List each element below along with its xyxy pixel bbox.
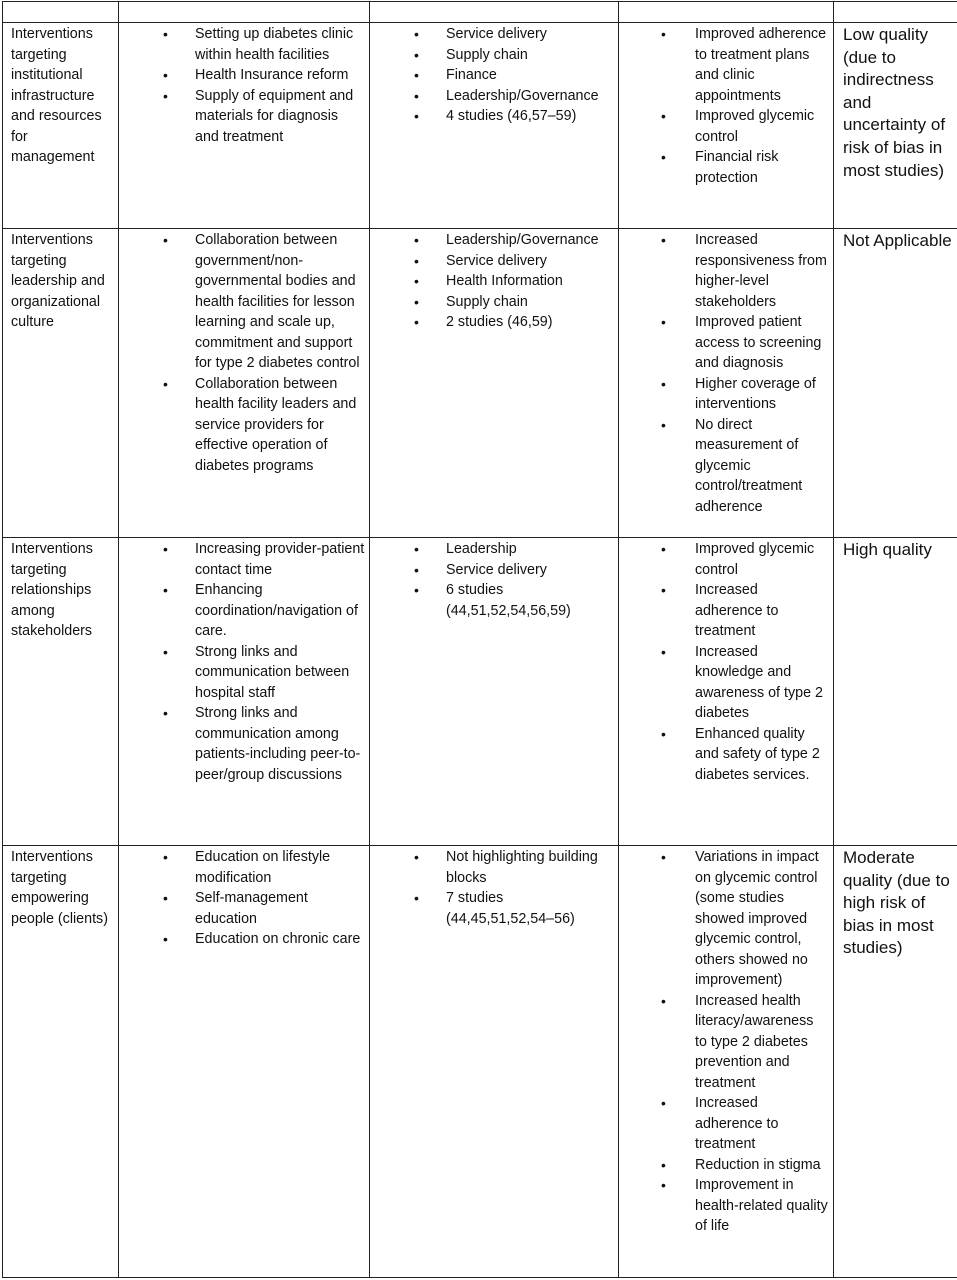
list-item (119, 230, 365, 374)
list-item-text: Increased adherence to treatment (695, 1095, 779, 1152)
building-blocks-cell (370, 538, 619, 846)
list-item (619, 230, 829, 312)
outcomes-list (619, 229, 833, 517)
quality-cell (834, 538, 957, 846)
header-cell (119, 2, 370, 23)
bullet-icon: • (414, 46, 419, 63)
header-row (3, 2, 957, 23)
header-cell (619, 2, 834, 23)
list-item (370, 580, 614, 621)
list-item (619, 24, 829, 106)
header-cell (370, 2, 619, 23)
list-item-text: Supply chain (446, 46, 528, 63)
list-item-text: Education on lifestyle modification (195, 849, 331, 886)
bullet-icon: • (661, 992, 666, 1009)
bullet-icon: • (163, 931, 168, 947)
list-item-text: Leadership/Governance (446, 232, 599, 248)
list-item-text: Higher coverage of interventions (695, 375, 816, 412)
building-blocks-list (370, 23, 618, 127)
list-item (619, 539, 829, 580)
list-item (119, 642, 365, 704)
list-item-text: Increased knowledge and awareness of type 2 diabetes (695, 643, 823, 721)
list-item (619, 106, 829, 147)
table-row (3, 846, 957, 1278)
bullet-icon: • (414, 314, 419, 330)
strategies-list (119, 538, 369, 785)
list-item (370, 312, 614, 333)
bullet-icon: • (661, 26, 666, 42)
list-item-text: Increased health literacy/awareness to type 2 diabetes prevention and treatment (695, 992, 814, 1091)
list-item (370, 230, 614, 251)
bullet-icon: • (414, 87, 419, 104)
quality-cell (834, 23, 957, 229)
strategies-cell (119, 229, 370, 538)
strategies-list (119, 846, 369, 950)
list-item (370, 271, 614, 292)
list-item (119, 374, 365, 477)
bullet-icon: • (661, 849, 666, 865)
list-item (370, 847, 614, 888)
bullet-icon: • (163, 849, 168, 865)
header-cell (3, 2, 119, 23)
outcomes-list (619, 538, 833, 785)
outcomes-cell (619, 229, 834, 538)
list-item-text: Increased responsiveness from higher-level stakeholders (695, 232, 827, 310)
bullet-icon: • (414, 252, 419, 269)
list-item (619, 1093, 829, 1155)
building-blocks-list (370, 538, 618, 621)
bullet-icon: • (661, 1177, 666, 1193)
bullet-icon: • (163, 541, 168, 557)
list-item (619, 642, 829, 724)
list-item (619, 147, 829, 188)
bullet-icon: • (414, 67, 419, 83)
intervention-cell (3, 229, 119, 538)
list-item-text: Self-management education (195, 890, 308, 927)
list-item (370, 251, 614, 272)
list-item (619, 1175, 829, 1237)
building-blocks-list (370, 846, 618, 929)
strategies-list (119, 23, 369, 147)
list-item-text: Not highlighting building blocks (446, 849, 598, 886)
list-item-text: Leadership (446, 541, 517, 557)
list-item-text: Service delivery (446, 26, 547, 42)
bullet-icon: • (661, 375, 666, 392)
bullet-icon: • (163, 643, 168, 660)
building-blocks-cell (370, 23, 619, 229)
list-item-text: Supply chain (446, 293, 528, 310)
intervention-cell (3, 23, 119, 229)
quality-cell (834, 846, 957, 1278)
bullet-icon: • (414, 849, 419, 865)
list-item-text: Enhanced quality and safety of type 2 diabetes services. (695, 725, 820, 783)
bullet-icon: • (414, 890, 419, 906)
bullet-icon: • (163, 705, 168, 721)
table-row (3, 538, 957, 846)
outcomes-list (619, 23, 833, 188)
list-item (619, 724, 829, 786)
outcomes-cell (619, 538, 834, 846)
list-item (119, 539, 365, 580)
bullet-icon: • (414, 108, 419, 124)
evidence-table (2, 1, 957, 1278)
list-item-text: Education on chronic care (195, 931, 361, 947)
list-item (619, 991, 829, 1094)
outcomes-list (619, 846, 833, 1237)
bullet-icon: • (163, 26, 168, 42)
list-item-text: Increased adherence to treatment (695, 582, 779, 639)
list-item (619, 374, 829, 415)
list-item-text: Improved patient access to screening and diagnosis (695, 314, 822, 371)
quality-label: Not Applicable (843, 231, 952, 250)
list-item (370, 292, 614, 313)
quality-label: High quality (843, 540, 932, 559)
list-item-text: Finance (446, 67, 497, 83)
list-item (619, 1155, 829, 1176)
header-cell (834, 2, 957, 23)
list-item-text: 2 studies (46,59) (446, 314, 553, 330)
table-row (3, 23, 957, 229)
list-item (119, 847, 365, 888)
list-item-text: Health Information (446, 273, 563, 289)
list-item-text: Variations in impact on glycemic control (some studies showed improved glycemic control, others showed no improvement) (695, 849, 819, 988)
strategies-cell (119, 538, 370, 846)
list-item (619, 415, 829, 518)
intervention-label: Interventions targeting empowering people (clients) (11, 849, 108, 927)
list-item-text: Improvement in health-related quality of life (695, 1177, 828, 1234)
intervention-cell (3, 538, 119, 846)
bullet-icon: • (163, 375, 168, 392)
intervention-cell (3, 846, 119, 1278)
list-item (370, 560, 614, 581)
bullet-icon: • (163, 87, 168, 104)
list-item-text: Improved glycemic control (695, 108, 815, 145)
list-item (370, 539, 614, 560)
list-item (370, 24, 614, 45)
intervention-label: Interventions targeting institutional infrastructure and resources for management (11, 26, 102, 165)
outcomes-cell (619, 846, 834, 1278)
strategies-cell (119, 846, 370, 1278)
bullet-icon: • (661, 1095, 666, 1111)
list-item (370, 65, 614, 86)
list-item (119, 703, 365, 785)
list-item (619, 580, 829, 642)
list-item (119, 86, 365, 148)
list-item-text: Improved adherence to treatment plans and clinic appointments (695, 26, 827, 104)
intervention-label: Interventions targeting relationships among stakeholders (11, 541, 93, 639)
intervention-label: Interventions targeting leadership and organizational culture (11, 232, 105, 330)
list-item-text: No direct measurement of glycemic control/treatment adherence (695, 416, 803, 515)
list-item-text: Enhancing coordination/navigation of care. (195, 582, 358, 639)
bullet-icon: • (661, 582, 666, 598)
bullet-icon: • (163, 890, 168, 906)
bullet-icon: • (661, 416, 666, 433)
list-item-text: Service delivery (446, 561, 547, 578)
bullet-icon: • (661, 108, 666, 124)
list-item (370, 86, 614, 107)
strategies-cell (119, 23, 370, 229)
list-item-text: Strong links and communication among patients-including peer-to-peer/group discussions (195, 705, 361, 783)
list-item (619, 312, 829, 374)
bullet-icon: • (163, 232, 168, 248)
list-item (119, 888, 365, 929)
building-blocks-list (370, 229, 618, 333)
quality-label: Low quality (due to indirectness and uncertainty of risk of bias in most studies) (843, 25, 946, 180)
bullet-icon: • (661, 232, 666, 248)
list-item-text: Leadership/Governance (446, 87, 599, 104)
list-item-text: 4 studies (46,57–59) (446, 108, 577, 124)
bullet-icon: • (661, 314, 666, 330)
list-item-text: Increasing provider-patient contact time (195, 541, 365, 578)
bullet-icon: • (661, 643, 666, 660)
outcomes-cell (619, 23, 834, 229)
building-blocks-cell (370, 229, 619, 538)
list-item-text: Improved glycemic control (695, 541, 815, 578)
bullet-icon: • (414, 541, 419, 557)
bullet-icon: • (414, 26, 419, 42)
list-item-text: Collaboration between health facility leaders and service providers for effective operation of diabetes programs (195, 375, 357, 474)
bullet-icon: • (414, 582, 419, 598)
list-item-text: Strong links and communication between hospital staff (195, 643, 350, 701)
list-item-text: 6 studies (44,51,52,54,56,59) (446, 582, 571, 619)
quality-cell (834, 229, 957, 538)
quality-label: Moderate quality (due to high risk of bias in most studies) (843, 848, 950, 958)
list-item-text: Financial risk protection (695, 149, 779, 186)
list-item-text: Supply of equipment and materials for diagnosis and treatment (195, 87, 354, 145)
list-item-text: Collaboration between government/non-governmental bodies and health facilities for lesson learning and scale up, commitment and support for type 2 diabetes control (195, 232, 360, 371)
list-item-text: Service delivery (446, 252, 547, 269)
bullet-icon: • (661, 541, 666, 557)
bullet-icon: • (414, 561, 419, 578)
bullet-icon: • (414, 293, 419, 310)
list-item (370, 45, 614, 66)
list-item (119, 65, 365, 86)
list-item (370, 106, 614, 127)
bullet-icon: • (163, 582, 168, 598)
list-item-text: Setting up diabetes clinic within health facilities (195, 26, 354, 63)
list-item (119, 24, 365, 65)
bullet-icon: • (661, 149, 666, 165)
list-item (370, 888, 614, 929)
list-item-text: Reduction in stigma (695, 1156, 821, 1173)
bullet-icon: • (414, 232, 419, 248)
strategies-list (119, 229, 369, 476)
bullet-icon: • (414, 273, 419, 289)
building-blocks-cell (370, 846, 619, 1278)
table-row (3, 229, 957, 538)
list-item (119, 929, 365, 950)
bullet-icon: • (163, 67, 168, 83)
bullet-icon: • (661, 725, 666, 742)
list-item (119, 580, 365, 642)
list-item-text: Health Insurance reform (195, 67, 349, 83)
list-item (619, 847, 829, 991)
bullet-icon: • (661, 1156, 666, 1173)
list-item-text: 7 studies (44,45,51,52,54–56) (446, 890, 575, 927)
